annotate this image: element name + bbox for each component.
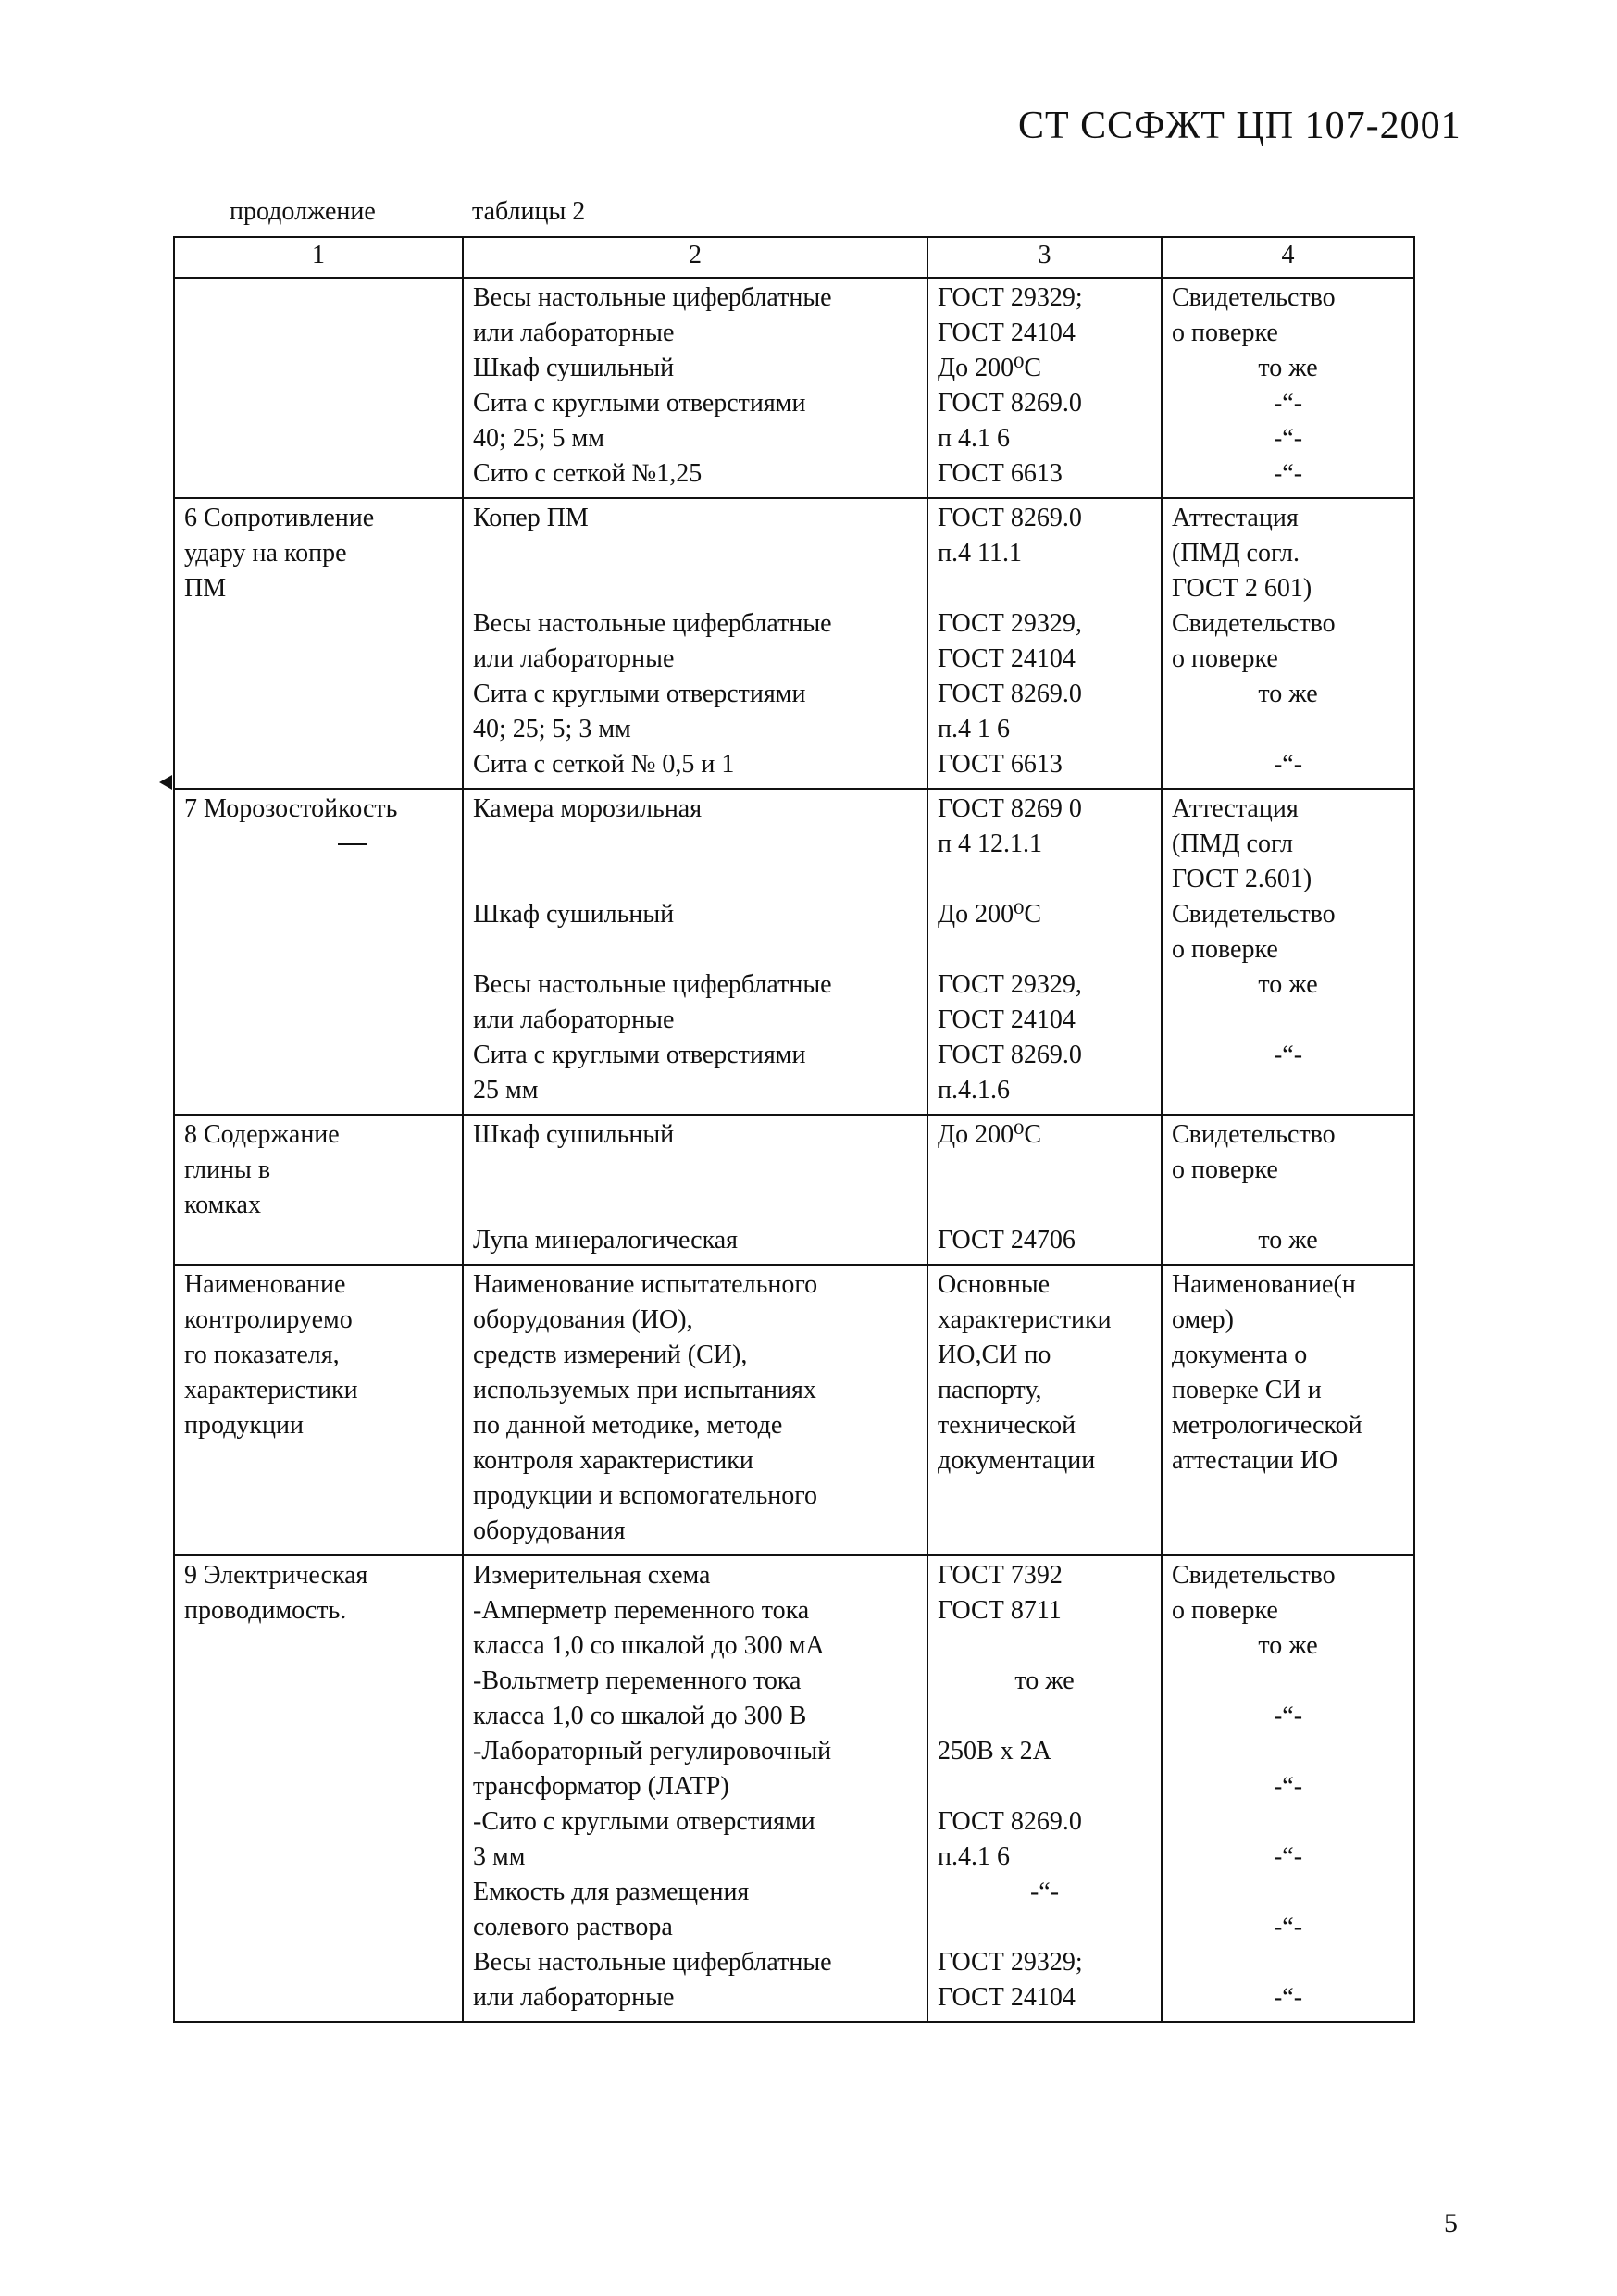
cell-text-line: Сита с круглыми отверстиями (473, 1041, 806, 1069)
cell-text-line: Наименование(н (1172, 1270, 1356, 1299)
cell-text-line: Копер ПМ (473, 504, 589, 532)
table-row (174, 1555, 1414, 2022)
cell-text-line (938, 571, 1151, 606)
cell-text-line (1172, 1734, 1404, 1769)
cell-text-line: (ПМД согл (1172, 830, 1294, 858)
cell-text-line: паспорту, (938, 1376, 1042, 1404)
cell-text-line: п.4.1.6 (938, 1076, 1010, 1104)
cell-text-line: или лабораторные (473, 1983, 675, 2012)
cell-text-line: -“- (1273, 389, 1303, 418)
cell-text-line: ГОСТ 24104 (938, 1005, 1076, 1034)
cell-text-line: ГОСТ 29329; (938, 283, 1083, 312)
cell-text-line: трансформатор (ЛАТР) (473, 1772, 729, 1801)
cell-text-line: 6 Сопротивление (184, 504, 375, 532)
cell-text-line (1172, 1804, 1404, 1840)
table-cell-col1 (174, 278, 463, 498)
cell-text-line: Свидетельство (1172, 1561, 1336, 1590)
cell-text-line (473, 827, 917, 862)
table-cell-col4 (1162, 789, 1414, 1115)
cell-text-line: глины в (184, 1155, 271, 1184)
cell-text-line: ГОСТ 8269.0 (938, 1041, 1082, 1069)
cell-text-line: ГОСТ 8269.0 (938, 1807, 1082, 1836)
cell-text-line: характеристики (184, 1376, 358, 1404)
cell-text-line: омер) (1172, 1305, 1234, 1334)
cell-text-line: Сита с круглыми отверстиями (473, 680, 806, 708)
cell-text-line (473, 862, 917, 897)
table-cell-col2 (463, 789, 927, 1115)
cell-text-line: -“- (1273, 1772, 1303, 1801)
cell-text-line (938, 1188, 1151, 1223)
cell-text-line: -Сито с круглыми отверстиями (473, 1807, 815, 1836)
cell-text-line: ГОСТ 6613 (938, 750, 1063, 779)
cell-text-line (938, 1153, 1151, 1188)
cell-text-line: ГОСТ 29329; (938, 1948, 1083, 1977)
cell-text-line: о поверке (1172, 1596, 1278, 1625)
cell-text-line: Наименование (184, 1270, 346, 1299)
page-number: 5 (1444, 2208, 1458, 2239)
table-cell-col2 (463, 1115, 927, 1265)
table-cell-col1 (174, 1265, 463, 1555)
cell-text-line: ГОСТ 24104 (938, 1983, 1076, 2012)
cell-text-line: Основные (938, 1270, 1051, 1299)
table-body (174, 237, 1414, 2022)
table-row (174, 278, 1414, 498)
cell-text-line: -Вольтметр переменного тока (473, 1666, 802, 1695)
cell-text-line: Аттестация (1172, 504, 1299, 532)
cell-text-line: то же (1258, 680, 1318, 708)
cell-text-line: продукции (184, 1411, 304, 1440)
equipment-table (173, 236, 1415, 2023)
cell-text-line: то же (1258, 1631, 1318, 1660)
table-cell-col1 (174, 789, 463, 1115)
table-cell-col1 (174, 1555, 463, 2022)
cell-text-line: документа о (1172, 1341, 1308, 1369)
cell-text-line: документации (938, 1446, 1096, 1475)
margin-arrow-mark (159, 775, 172, 790)
cell-text-line: 9 Электрическая (184, 1561, 368, 1590)
cell-text-line: то же (1014, 1666, 1075, 1695)
table-cell-col4 (1162, 498, 1414, 789)
cell-text-line: метрологической (1172, 1411, 1362, 1440)
cell-text-line: оборудования (ИО), (473, 1305, 693, 1334)
cell-text-line: Измерительная схема (473, 1561, 711, 1590)
cell-text-line (1172, 1003, 1404, 1038)
cell-text-line (1172, 1945, 1404, 1980)
cell-text-line: п.4 1 6 (938, 715, 1010, 743)
cell-text-line: -“- (1273, 1842, 1303, 1871)
cell-text-line (938, 1769, 1151, 1804)
cell-text-line: о поверке (1172, 644, 1278, 673)
cell-text-line: -“- (1273, 1913, 1303, 1941)
cell-text-line (938, 932, 1151, 967)
cell-text-line: ГОСТ 6613 (938, 459, 1063, 488)
cell-text-line: или лабораторные (473, 644, 675, 673)
cell-text-line: ГОСТ 2 601) (1172, 574, 1312, 603)
cell-text-line: 3 мм (473, 1842, 526, 1871)
cell-text-line: Шкаф сушильный (473, 354, 675, 382)
document-code: СТ ССФЖТ ЦП 107-2001 (1018, 105, 1462, 147)
cell-text-line: 40; 25; 5 мм (473, 424, 604, 453)
table-row (174, 789, 1414, 1115)
cell-text-line: го показателя, (184, 1341, 340, 1369)
cell-text-line: ГОСТ 8269.0 (938, 389, 1082, 418)
cell-text-line: проводимость. (184, 1596, 347, 1625)
cell-text-line: Камера морозильная (473, 794, 703, 823)
cell-text-line: продукции и вспомогательного (473, 1481, 817, 1510)
table-cell-col4 (1162, 1265, 1414, 1555)
cell-text-line: п 4.1 6 (938, 424, 1010, 453)
table-row (174, 498, 1414, 789)
cell-text-line: или лабораторные (473, 318, 675, 347)
cell-text-line: -“- (1029, 1878, 1060, 1906)
cell-text-line (938, 862, 1151, 897)
cell-text-line: До 200⁰С (938, 900, 1041, 929)
cell-text-line (473, 1153, 917, 1188)
cell-text-line: Весы настольные циферблатные (473, 970, 832, 999)
cell-text-line (1172, 712, 1404, 747)
cell-text-line: -“- (1273, 1702, 1303, 1730)
cell-text-line: До 200⁰С (938, 1120, 1041, 1149)
table-row (174, 1115, 1414, 1265)
cell-text-line: Емкость для размещения (473, 1878, 750, 1906)
cell-text-line: ГОСТ 8269 0 (938, 794, 1082, 823)
cell-text-line: контроля характеристики (473, 1446, 753, 1475)
table-cell-col3 (927, 1555, 1162, 2022)
cell-text-line: класса 1,0 со шкалой до 300 мА (473, 1631, 825, 1660)
cell-text-line: (ПМД согл. (1172, 539, 1300, 568)
cell-text-line: 250В х 2А (938, 1737, 1051, 1766)
cell-text-line: поверке СИ и (1172, 1376, 1322, 1404)
cell-text-line: Весы настольные циферблатные (473, 1948, 832, 1977)
cell-text-line: используемых при испытаниях (473, 1376, 816, 1404)
cell-text-line: ИО,СИ по (938, 1341, 1051, 1369)
cell-text-line (1172, 1073, 1404, 1108)
cell-text-line: Весы настольные циферблатные (473, 283, 832, 312)
cell-text-line: -“- (1273, 424, 1303, 453)
cell-text-line (938, 1628, 1151, 1664)
cell-text-line: или лабораторные (473, 1005, 675, 1034)
cell-text-line: Наименование испытательного (473, 1270, 818, 1299)
cell-text-line: ГОСТ 8269.0 (938, 504, 1082, 532)
cell-text-line: о поверке (1172, 1155, 1278, 1184)
table-cell-col3 (927, 278, 1162, 498)
cell-text-line: Лупа минералогическая (473, 1226, 739, 1254)
cell-text-line (473, 536, 917, 571)
table-cell-col2 (463, 278, 927, 498)
cell-text-line: Аттестация (1172, 794, 1299, 823)
cell-text-line: ГОСТ 29329, (938, 609, 1082, 638)
cell-text-line: -“- (1273, 750, 1303, 779)
cell-text-line: ГОСТ 8269.0 (938, 680, 1082, 708)
cell-text-line: Шкаф сушильный (473, 1120, 675, 1149)
cell-text-line: Свидетельство (1172, 609, 1336, 638)
cell-text-line: 8 Содержание (184, 1120, 340, 1149)
cell-text-line: -“- (1273, 1041, 1303, 1069)
table-cell-col2 (463, 1265, 927, 1555)
cell-text-line: ПМ (184, 574, 227, 603)
table-cell-col3 (927, 789, 1162, 1115)
cell-text-line: Шкаф сушильный (473, 900, 675, 929)
cell-text-line: комках (184, 1191, 261, 1219)
cell-text-line: класса 1,0 со шкалой до 300 В (473, 1702, 807, 1730)
cell-text-line (473, 1188, 917, 1223)
cell-text-line: ГОСТ 29329, (938, 970, 1082, 999)
cell-text-line: Весы настольные циферблатные (473, 609, 832, 638)
cell-text-line: оборудования (473, 1516, 626, 1545)
cell-text-line: -“- (1273, 1983, 1303, 2012)
cell-text-line: п 4 12.1.1 (938, 830, 1042, 858)
table-continuation-caption: продолжение (230, 197, 376, 226)
cell-text-line: контролируемо (184, 1305, 353, 1334)
cell-text-line: ГОСТ 2.601) (1172, 865, 1312, 893)
cell-text-line: ГОСТ 8711 (938, 1596, 1062, 1625)
table-cell-col3 (927, 1265, 1162, 1555)
cell-text-line: 40; 25; 5; 3 мм (473, 715, 631, 743)
table-number-caption: таблицы 2 (472, 197, 586, 226)
cell-text-line (473, 932, 917, 967)
cell-text-line: о поверке (1172, 318, 1278, 347)
column-number: 3 (927, 237, 1162, 278)
cell-text-line: 25 мм (473, 1076, 539, 1104)
cell-text-line: Сита с круглыми отверстиями (473, 389, 806, 418)
cell-text-line: ГОСТ 24104 (938, 644, 1076, 673)
cell-text-line: -“- (1273, 459, 1303, 488)
cell-text-line: удару на копре (184, 539, 347, 568)
column-number: 4 (1162, 237, 1414, 278)
cell-text-line: Сито с сеткой №1,25 (473, 459, 703, 488)
table-cell-col3 (927, 1115, 1162, 1265)
cell-text-line (1172, 1875, 1404, 1910)
cell-text-line: п.4.1 6 (938, 1842, 1010, 1871)
cell-text-line: характеристики (938, 1305, 1112, 1334)
cell-text-line: аттестации ИО (1172, 1446, 1338, 1475)
cell-text-line: солевого раствора (473, 1913, 673, 1941)
column-number-row (174, 237, 1414, 278)
cell-text-line (938, 1910, 1151, 1945)
cell-text-line: Свидетельство (1172, 1120, 1336, 1149)
cell-text-line (938, 1699, 1151, 1734)
cell-text-line: -Амперметр переменного тока (473, 1596, 810, 1625)
cell-text-line: 7 Морозостойкость (184, 794, 398, 823)
cell-text-line: ГОСТ 7392 (938, 1561, 1063, 1590)
cell-text-line: п.4 11.1 (938, 539, 1022, 568)
cell-text-line: то же (1258, 354, 1318, 382)
table-cell-col1 (174, 498, 463, 789)
cell-text-line: Свидетельство (1172, 283, 1336, 312)
column-number: 1 (174, 237, 463, 278)
cell-text-line: До 200⁰С (938, 354, 1041, 382)
column-number: 2 (463, 237, 927, 278)
table-cell-col4 (1162, 1555, 1414, 2022)
table-cell-col2 (463, 498, 927, 789)
cell-text-line: о поверке (1172, 935, 1278, 964)
cell-text-line: Свидетельство (1172, 900, 1336, 929)
cell-text-line (1172, 1664, 1404, 1699)
table-cell-col1 (174, 1115, 463, 1265)
cell-text-line: по данной методике, методе (473, 1411, 783, 1440)
cell-text-line: Сита с сеткой № 0,5 и 1 (473, 750, 735, 779)
cell-text-line: то же (1258, 970, 1318, 999)
cell-text-line (1172, 1188, 1404, 1223)
cell-text-line: то же (1258, 1226, 1318, 1254)
table-cell-col4 (1162, 278, 1414, 498)
table-cell-col2 (463, 1555, 927, 2022)
table-row (174, 1265, 1414, 1555)
cell-text-line: ГОСТ 24706 (938, 1226, 1076, 1254)
cell-text-line (473, 571, 917, 606)
table-cell-col4 (1162, 1115, 1414, 1265)
cell-text-line: средств измерений (СИ), (473, 1341, 748, 1369)
cell-text-line: ГОСТ 24104 (938, 318, 1076, 347)
cell-text-line: -Лабораторный регулировочный (473, 1737, 832, 1766)
cell-text-line: технической (938, 1411, 1076, 1440)
table-cell-col3 (927, 498, 1162, 789)
